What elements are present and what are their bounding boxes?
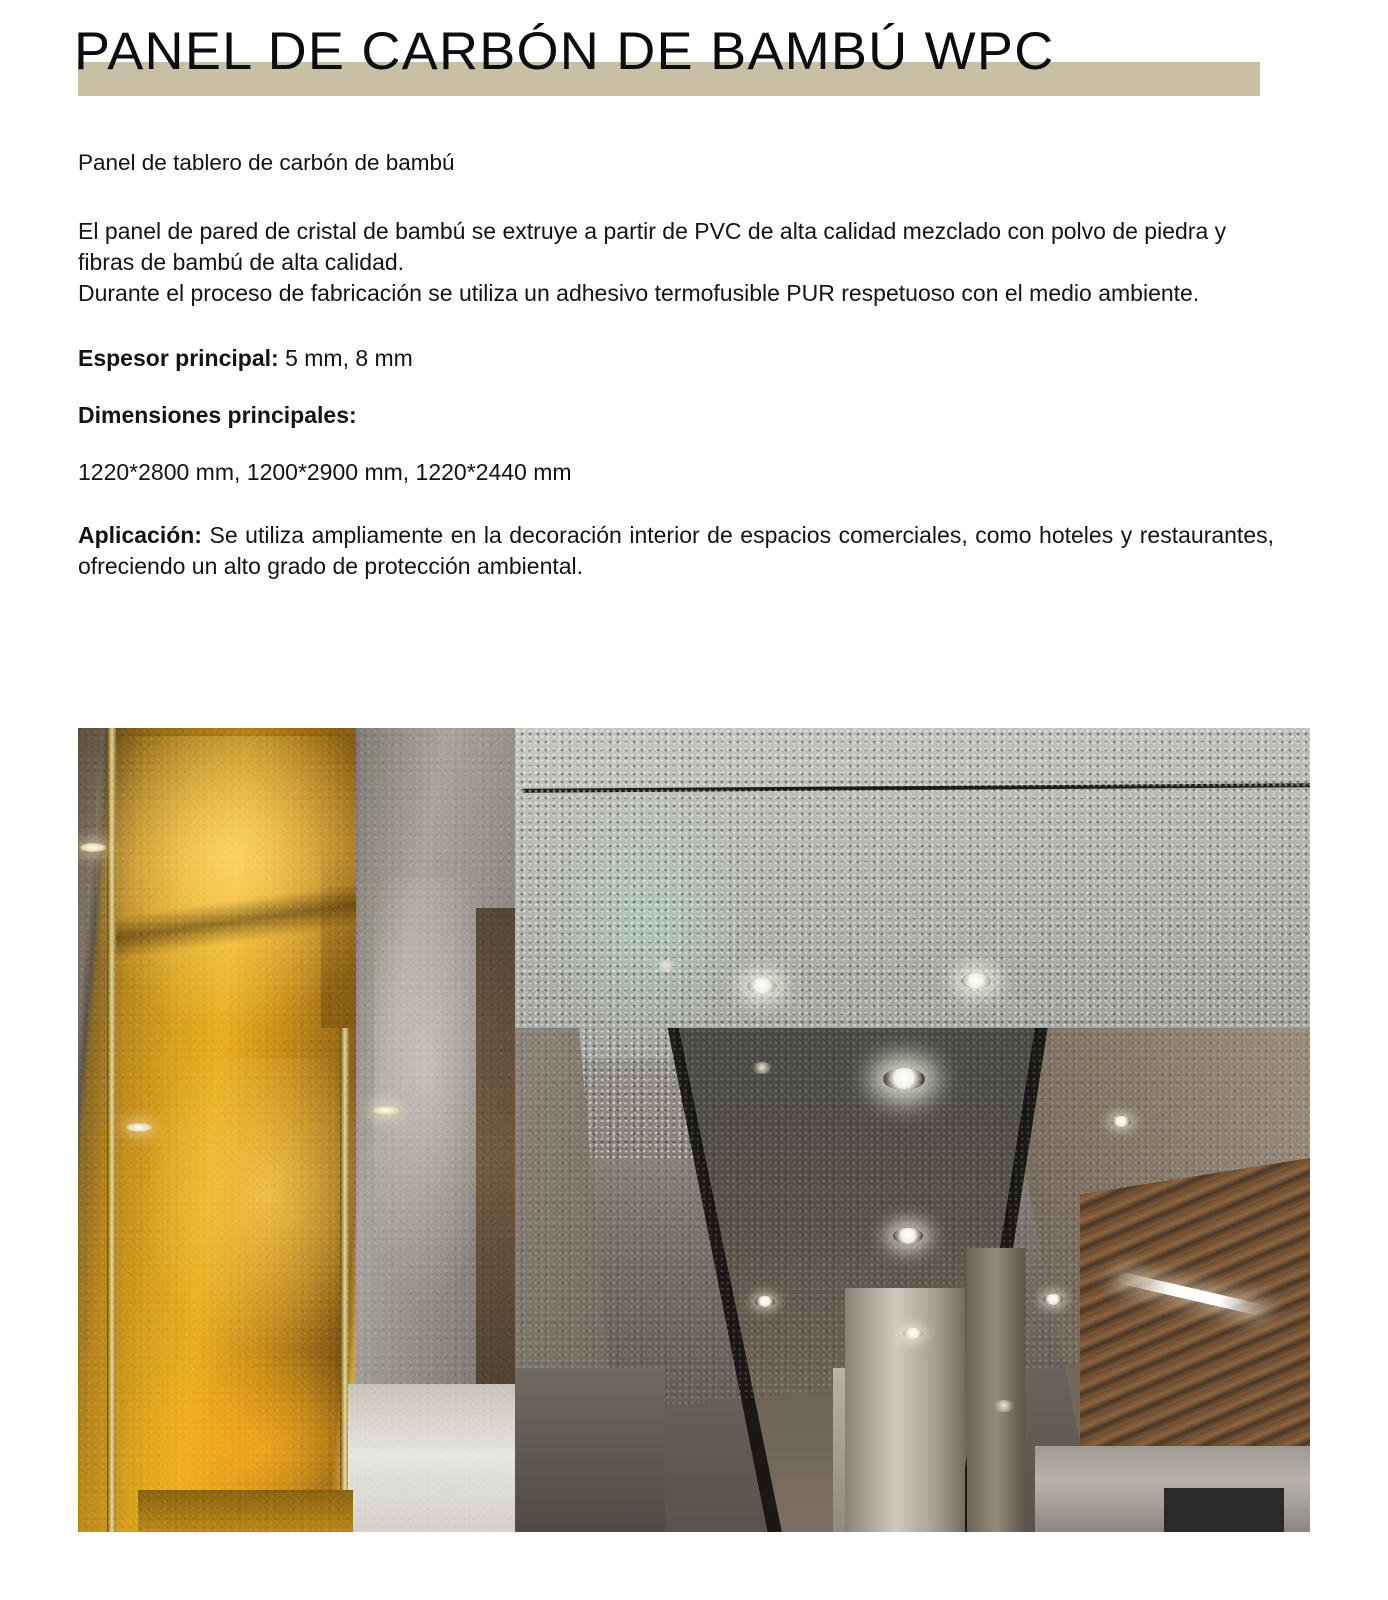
right-photo-downlight-8 [903,1328,923,1339]
right-photo-downlight-1 [747,978,777,994]
photo-gallery [78,728,1310,1532]
content-body [78,148,1274,616]
right-photo-pillar-secondary [967,1248,1025,1532]
application-label: Aplicación: [78,522,202,548]
page-title-block [0,22,1388,102]
thickness-spec [78,343,1274,374]
right-photo-pillar-main [845,1288,965,1532]
left-photo-texture-overlay [78,728,515,1532]
application-paragraph [78,520,1274,582]
subtitle: Panel de tablero de carbón de bambú [78,150,455,175]
right-photo-downlight-3 [883,1068,925,1090]
golden-bamboo-charcoal-wall-panel-photo [78,728,515,1532]
dimensions-label-row [78,400,1274,431]
right-photo-downlight-10 [751,1062,773,1074]
thickness-label: Espesor principal: [78,345,279,371]
right-photo-downlight-11 [993,1400,1015,1412]
right-photo-dark-fixture [1164,1488,1284,1532]
dimensions-label: Dimensiones principales: [78,402,357,428]
application-text: Se utiliza ampliamente en la decoración interior de espacios comerciales, como hoteles y restaurantes, ofreciendo un alto grado de protección ambiental. [78,522,1275,579]
dimensions-value: 1220*2800 mm, 1200*2900 mm, 1220*2440 mm [78,459,572,485]
thickness-value: 5 mm, 8 mm [285,345,413,371]
right-photo-downlight-6 [755,1296,775,1307]
right-photo-downlight-4 [1111,1116,1131,1127]
corridor-textured-metallic-ceiling-photo [515,728,1310,1532]
right-photo-downlight-5 [893,1228,923,1244]
right-photo-downlight-7 [1043,1294,1063,1305]
page-title: PANEL DE CARBÓN DE BAMBÚ WPC [74,22,1055,81]
right-photo-downlight-9 [655,960,677,972]
intro-paragraph-1: El panel de pared de cristal de bambú se extruye a partir de PVC de alta calidad mezclado con polvo de piedra y fibras de bambú de alta calidad. [78,218,1227,275]
right-photo-left-glazing [515,1368,665,1532]
right-photo-downlight-2 [961,973,991,989]
intro-paragraph-2: Durante el proceso de fabricación se utiliza un adhesivo termofusible PUR respetuoso con el medio ambiente. [78,280,1200,306]
